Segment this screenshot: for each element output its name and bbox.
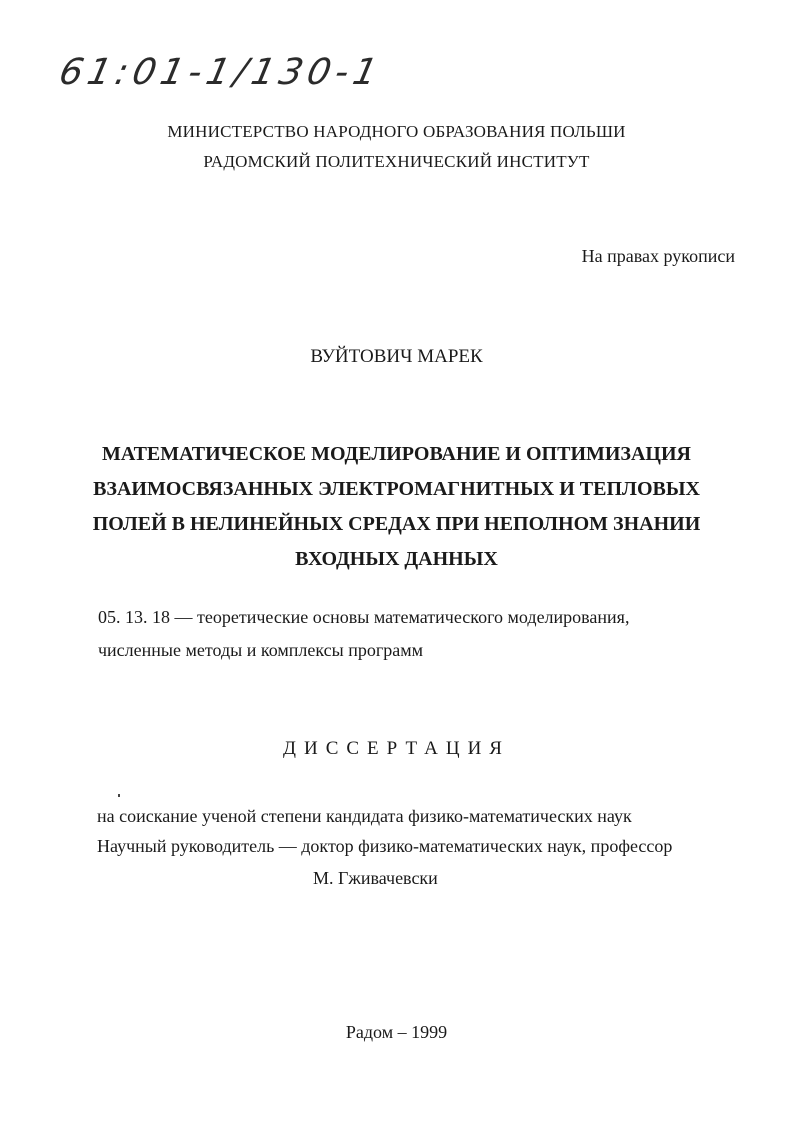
rights-note: На правах рукописи xyxy=(581,246,735,266)
handwritten-archive-mark: 61:01-1/130-1 xyxy=(55,52,386,93)
institute-header: РАДОМСКИЙ ПОЛИТЕХНИЧЕСКИЙ ИНСТИТУТ xyxy=(203,152,590,171)
specialty-line-1: 05. 13. 18 — теоретические основы математического моделирования, xyxy=(98,607,630,627)
place-and-year: Радом – 1999 xyxy=(345,1022,448,1042)
advisor-name: М. Гживачевски xyxy=(313,868,438,888)
document-type: ДИССЕРТАЦИЯ xyxy=(283,738,510,759)
author-name: ВУЙТОВИЧ МАРЕК xyxy=(310,346,483,367)
degree-line: на соискание ученой степени кандидата физико-математических наук xyxy=(97,806,632,826)
specialty-line-2: численные методы и комплексы программ xyxy=(98,640,424,660)
dissertation-title: МАТЕМАТИЧЕСКОЕ МОДЕЛИРОВАНИЕ И ОПТИМИЗАЦИЯ ВЗАИМОСВЯЗАННЫХ ЭЛЕКТРОМАГНИТНЫХ И ТЕПЛОВЫХ ПОЛЕЙ В НЕЛИНЕЙНЫХ СРЕДАХ ПРИ НЕПОЛНОМ ЗНАНИИ ВХОДНЫХ ДАННЫХ xyxy=(92,443,701,570)
advisor-line: Научный руководитель — доктор физико-математических наук, профессор xyxy=(97,836,673,856)
scan-speck xyxy=(118,794,120,797)
ministry-header: МИНИСТЕРСТВО НАРОДНОГО ОБРАЗОВАНИЯ ПОЛЬШИ xyxy=(167,122,626,141)
